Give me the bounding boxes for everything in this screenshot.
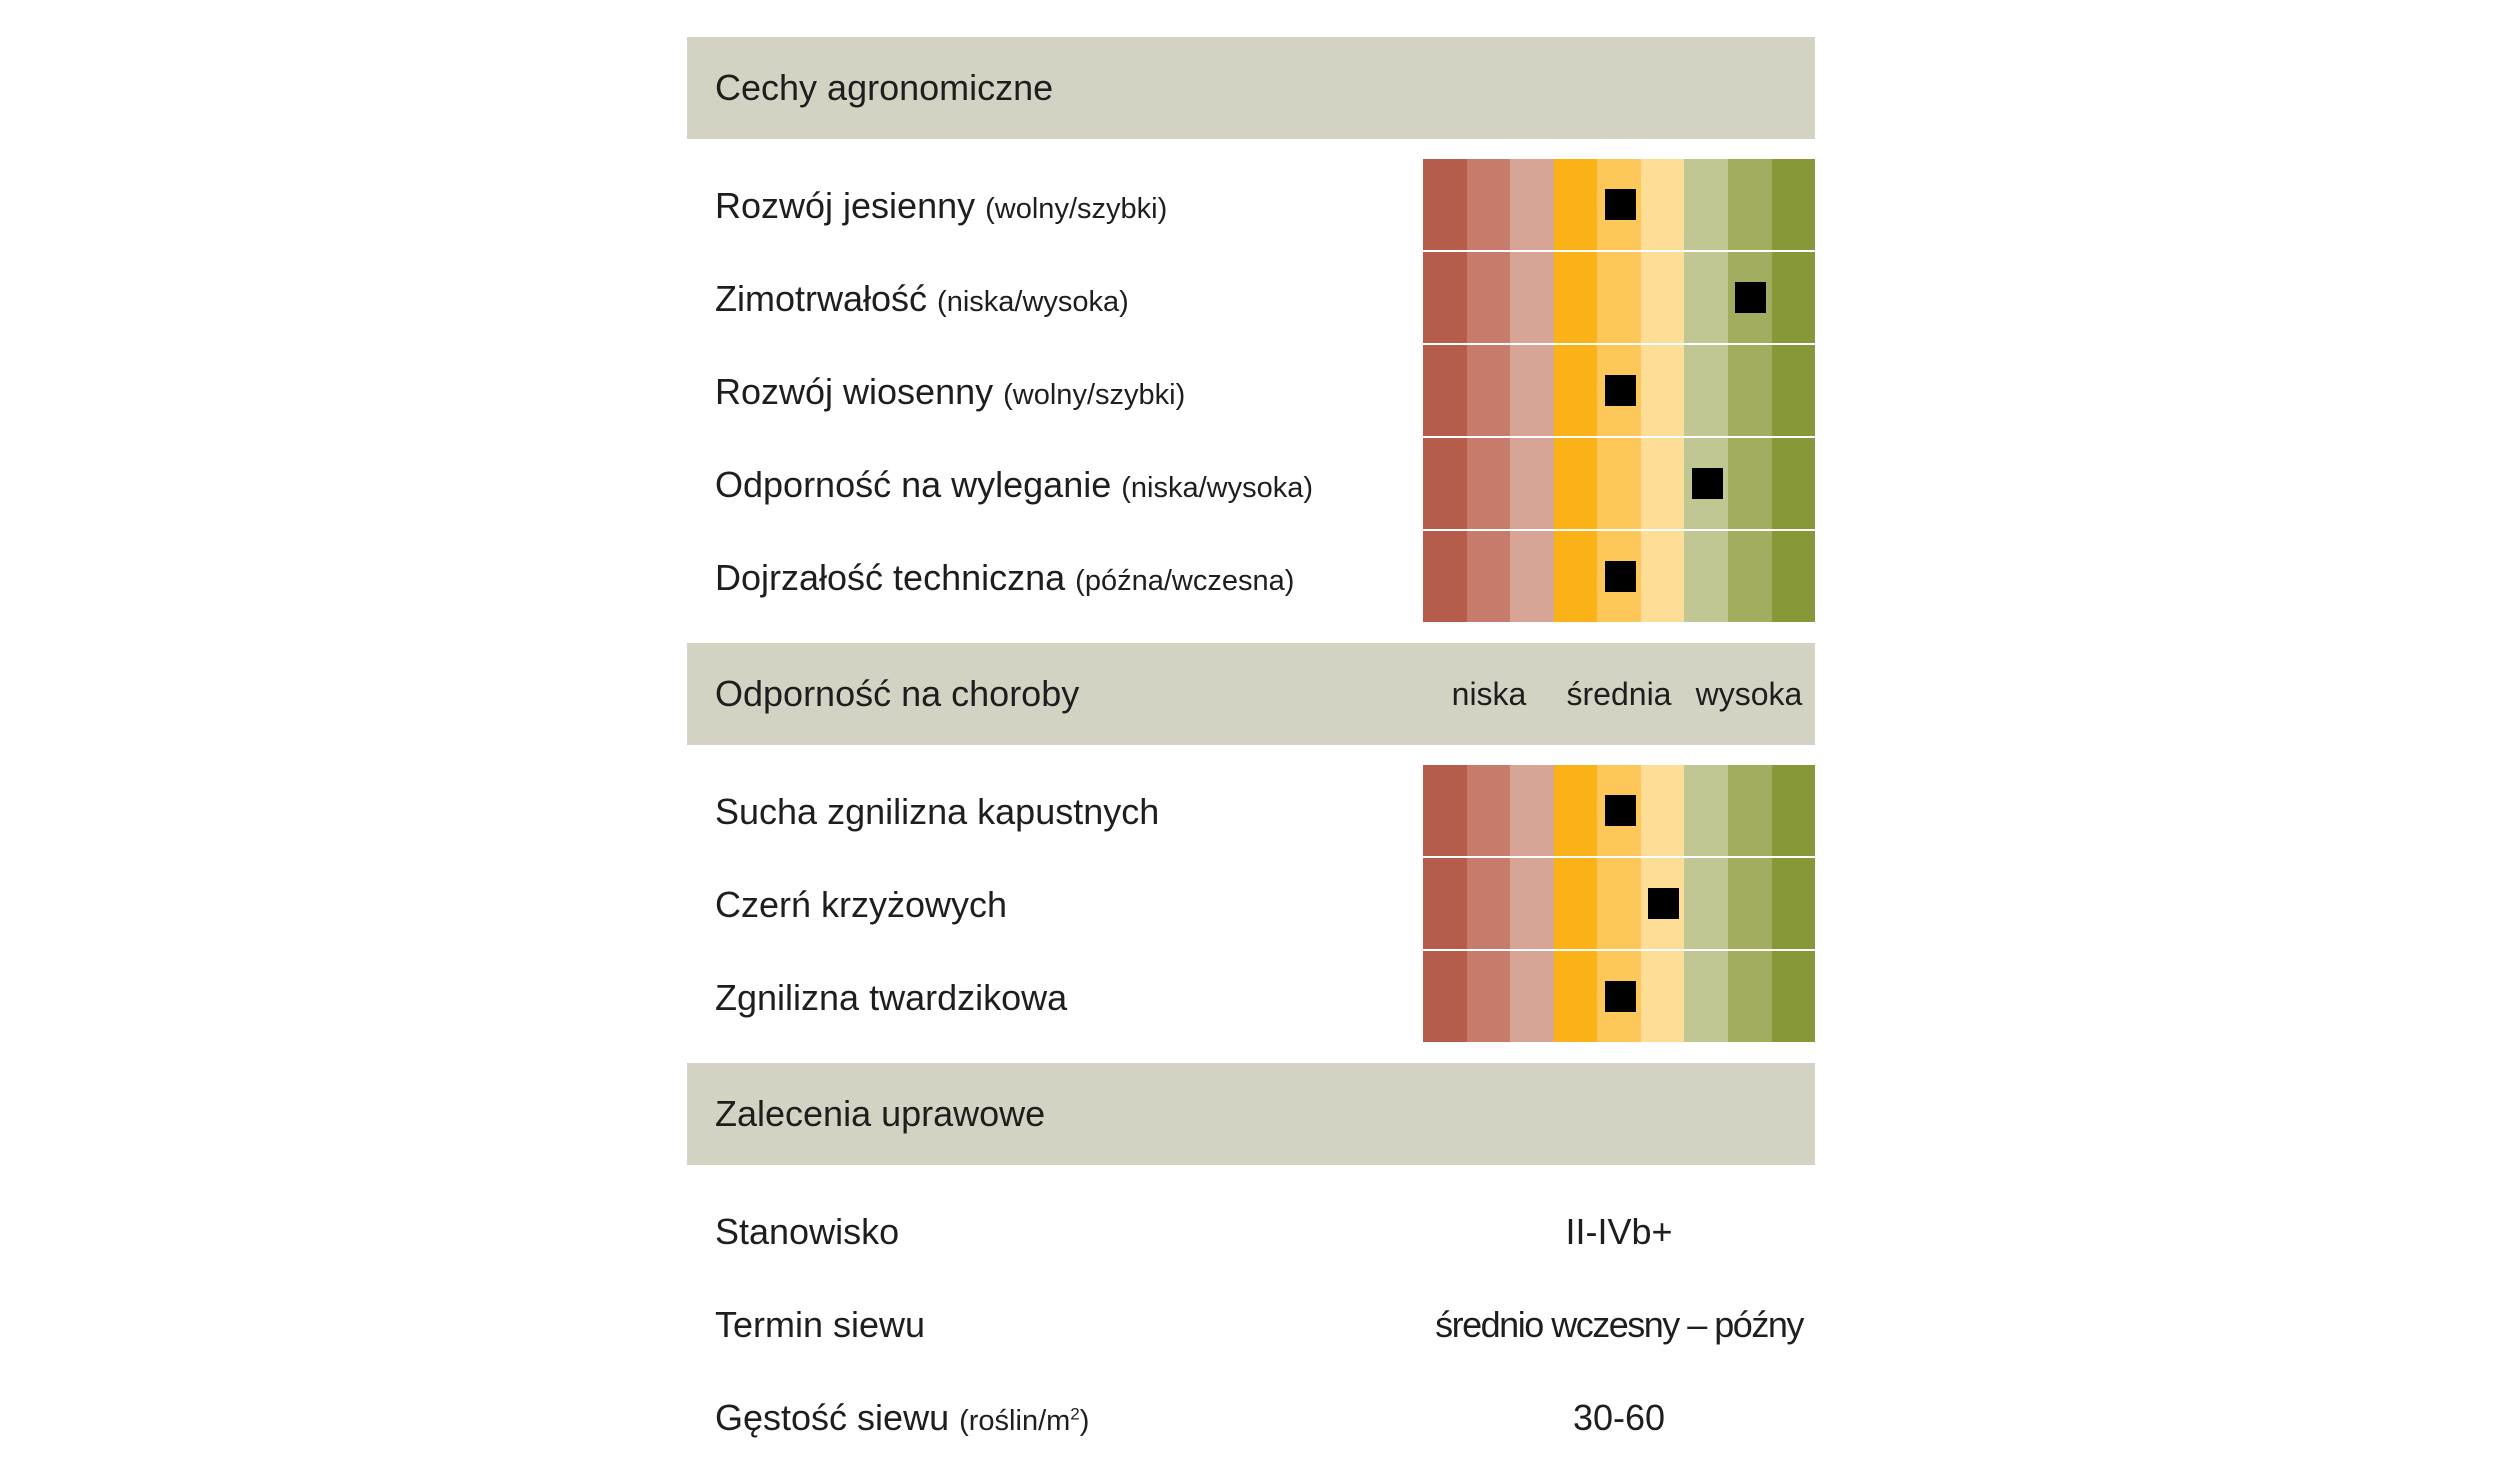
scale-cell [1684,858,1728,949]
recommendation-value: średnio wczesny – późny [1435,1304,1803,1345]
scale-cell [1641,951,1685,1042]
scale-cell [1467,438,1511,529]
scale-cell [1554,858,1598,949]
disease-row-phoma [687,765,1815,858]
recommendation-value: 30-60 [1572,1397,1666,1438]
rating-marker [1735,282,1766,313]
trait-row-lodging-resistance [687,438,1815,531]
scale-cell [1641,531,1685,622]
scale-cell [1641,438,1685,529]
scale-cell [1597,858,1641,949]
disease-label: Zgnilizna twardzikowa [715,977,1068,1018]
trait-row-spring-development [687,345,1815,438]
scale-cell [1423,159,1467,250]
rating-scale [1423,531,1815,622]
scale-cell [1554,252,1598,343]
scale-cell [1728,765,1772,856]
scale-cell [1510,858,1554,949]
disease-section-header [687,643,1815,745]
recommendation-row-site [687,1185,1815,1278]
scale-cell [1423,345,1467,436]
rating-scale [1423,252,1815,343]
scale-cell [1772,159,1816,250]
scale-cell [1728,345,1772,436]
scale-cell [1510,252,1554,343]
scale-cell [1772,438,1816,529]
recommendation-label: Termin siewu [715,1304,926,1345]
scale-label-low: niska [1451,676,1527,712]
disease-label: Sucha zgnilizna kapustnych [715,791,1160,832]
agronomic-section-title: Cechy agronomiczne [715,67,1054,108]
rating-scale [1423,858,1815,949]
rating-scale [1423,438,1815,529]
scale-cell [1728,438,1772,529]
rating-marker [1605,561,1636,592]
scale-cell [1641,159,1685,250]
scale-cell [1772,858,1816,949]
scale-cell [1684,159,1728,250]
scale-cell [1467,765,1511,856]
scale-cell [1684,951,1728,1042]
recommendation-row-sowing-density [687,1371,1815,1464]
rating-marker [1648,888,1679,919]
recommendation-label: Gęstość siewu $(roślin/m^2)$ [715,1397,1090,1438]
unit-label: $(roślin/m^2)$ [959,1404,1090,1437]
scale-cell [1467,252,1511,343]
trait-label: Zimotrwałość (niska/wysoka) [715,278,1129,319]
scale-cell [1554,159,1598,250]
scale-cell [1772,345,1816,436]
scale-cell [1467,951,1511,1042]
scale-cell [1510,951,1554,1042]
scale-cell [1641,765,1685,856]
rating-marker [1605,795,1636,826]
rating-scale [1423,159,1815,250]
rating-marker [1605,375,1636,406]
scale-cell [1641,252,1685,343]
scale-cell [1728,951,1772,1042]
rating-marker [1605,189,1636,220]
scale-cell [1728,159,1772,250]
scale-cell [1728,858,1772,949]
disease-label: Czerń krzyżowych [715,884,1008,925]
rating-marker [1692,468,1723,499]
trait-row-winter-hardiness [687,252,1815,345]
scale-cell [1554,951,1598,1042]
scale-cell [1467,159,1511,250]
rating-scale [1423,345,1815,436]
disease-row-sclerotinia [687,951,1815,1044]
trait-label: Rozwój wiosenny (wolny/szybki) [715,371,1186,412]
scale-label-mid: średnia [1566,676,1672,712]
trait-label: Dojrzałość techniczna (późna/wczesna) [715,557,1295,598]
scale-cell [1728,531,1772,622]
scale-cell [1423,531,1467,622]
scale-cell [1467,858,1511,949]
scale-cell [1684,765,1728,856]
trait-row-technical-maturity [687,531,1815,624]
scale-cell [1554,531,1598,622]
scale-cell [1467,345,1511,436]
scale-cell [1510,345,1554,436]
scale-cell [1597,438,1641,529]
trait-label: Rozwój jesienny (wolny/szybki) [715,185,1168,226]
scale-cell [1641,345,1685,436]
scale-cell [1510,765,1554,856]
trait-row-autumn-development [687,159,1815,252]
trait-label: Odporność na wyleganie (niska/wysoka) [715,464,1314,505]
scale-cell [1684,252,1728,343]
scale-cell [1597,252,1641,343]
scale-label-high: wysoka [1695,676,1803,712]
scale-cell [1772,765,1816,856]
agronomic-section-header [687,37,1815,139]
rating-marker [1605,981,1636,1012]
scale-cell [1772,531,1816,622]
rating-scale [1423,765,1815,856]
recommendations-section-title: Zalecenia uprawowe [715,1093,1046,1134]
scale-cell [1772,951,1816,1042]
disease-section-title: Odporność na choroby [715,673,1080,714]
scale-cell [1554,765,1598,856]
recommendation-value: II-IVb+ [1565,1211,1673,1252]
recommendation-label: Stanowisko [715,1211,900,1252]
scale-cell [1510,531,1554,622]
scale-cell [1554,438,1598,529]
scale-cell [1423,765,1467,856]
scale-cell [1423,252,1467,343]
scale-cell [1684,345,1728,436]
scale-cell [1510,438,1554,529]
recommendation-row-sowing-date [687,1278,1815,1371]
scale-cell [1423,951,1467,1042]
scale-cell [1467,531,1511,622]
scale-cell [1510,159,1554,250]
scale-cell [1684,531,1728,622]
scale-cell [1423,858,1467,949]
scale-cell [1772,252,1816,343]
recommendations-section-header [687,1063,1815,1165]
disease-row-alternaria [687,858,1815,951]
rating-scale [1423,951,1815,1042]
scale-cell [1554,345,1598,436]
scale-cell [1423,438,1467,529]
